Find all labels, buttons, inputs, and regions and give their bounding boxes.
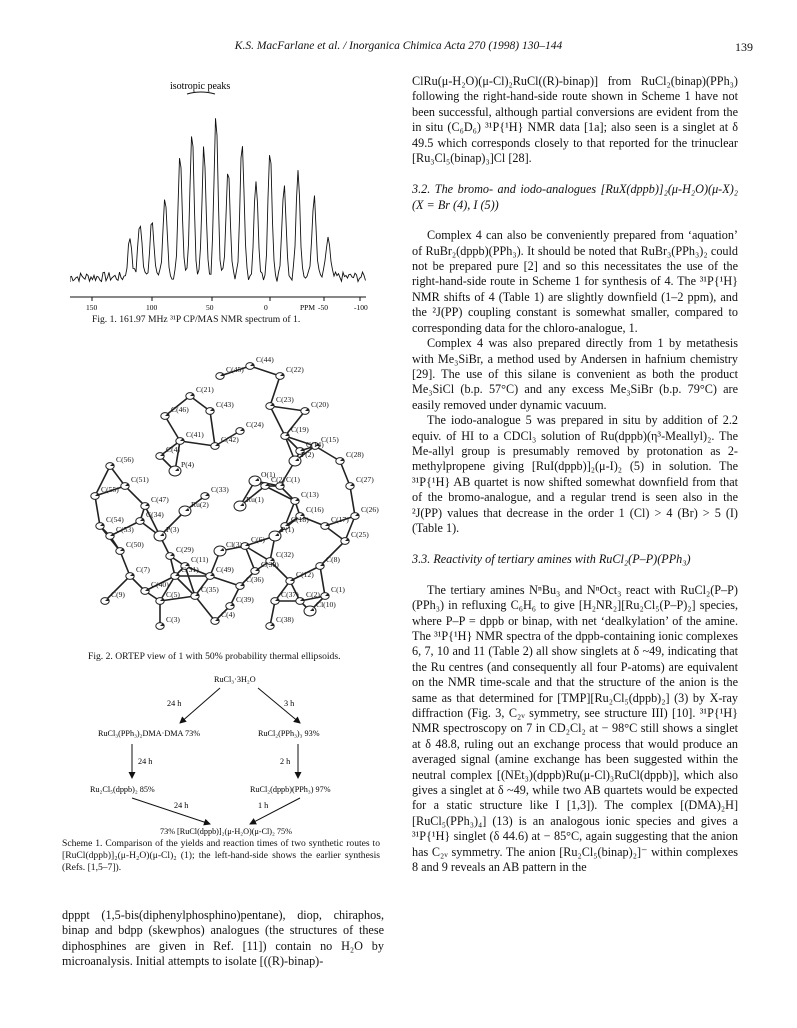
scheme-arrow-left-3 [132,798,210,824]
ortep-atom-label: P(1) [281,525,295,534]
ortep-bond [350,486,355,516]
scheme-final-product: 73% [RuCl(dppb)]₂(μ-H₂O)(μ-Cl)₂ 75% [160,827,292,836]
ortep-atom-label: C(22) [286,365,304,374]
ppm-unit-label: PPM [300,303,316,312]
page-number: 139 [735,40,753,54]
ortep-atom-label: C(13) [301,490,319,499]
scheme-1 [70,668,390,838]
scheme-right-product-2: RuCl₂(dppb)(PPh₃) 97% [250,785,331,794]
ortep-atom-label: C(47) [151,495,169,504]
ortep-atom-label: C(42) [221,435,239,444]
fig2-caption: Fig. 2. ORTEP view of 1 with 50% probability thermal ellipsoids. [88,651,341,662]
ortep-atom-label: C(20) [311,400,329,409]
ppm-tick-label: 150 [86,303,98,312]
ortep-bond [320,566,325,596]
ortep-bond [120,551,130,576]
ppm-tick-label: 50 [206,303,214,312]
ortep-atom-label: C(56) [116,455,134,464]
ortep-bond [340,461,350,486]
scheme-right-product-1: RuCl₂(PPh₃)₃ 93% [258,729,320,738]
ortep-bond [250,366,280,376]
ortep-atom-label: C(40) [151,580,169,589]
isotropic-bracket [187,92,215,94]
ortep-bond [270,406,285,436]
ortep-bond [210,411,215,446]
scheme-time-right-3: 1 h [258,801,269,810]
ppm-tick-label: -100 [354,303,368,312]
ortep-atom-label: C(11) [191,555,209,564]
ortep-atom-label: C(24) [246,420,264,429]
left-column-text [62,908,384,970]
running-title: K.S. MacFarlane et al. / Inorganica Chimica Acta 270 (1998) 130–144 [234,40,563,52]
ortep-atom-label: C(31) [181,565,199,574]
ortep-atom-label: P(2) [301,450,315,459]
ortep-atom-label: C(6) [251,535,265,544]
ortep-bond [270,406,305,411]
scheme-time-left-3: 24 h [174,801,189,810]
ppm-axis-ticks [86,297,368,312]
ortep-atom-label: C(15) [321,435,339,444]
scheme-time-right-1: 3 h [284,699,295,708]
ortep-bond [180,441,215,446]
ortep-atom-label: C(50) [126,540,144,549]
ortep-atom-label: C(2) [271,475,285,484]
scheme-left-product-1: RuCl₃(PPh₃)₂DMA·DMA 73% [98,729,201,738]
ortep-atom-label: C(49) [216,565,234,574]
ortep-atom-label: C(44) [256,355,274,364]
left-paragraph: dpppt (1,5-bis(diphenylphosphino)pentane), diop, chiraphos, binap and bdpp (skewphos) analogues (the structures of these diphosphines are given in Ref. [11]) contain no H₂O by microanalysis. Initial attempts to isolate [((R)-binap)- [62,908,384,969]
ortep-atom-label: C(34) [146,510,164,519]
section-3-3-heading: 3.3. Reactivity of tertiary amines with RuCl₂(P–P)(PPh₃) [412,552,691,567]
ppm-tick-label: 100 [146,303,158,312]
scheme-1-diagram [70,668,390,838]
figure-2 [70,336,380,636]
ortep-atom-label: C(36) [246,575,264,584]
ortep-atom-label: C(43) [216,400,234,409]
ortep-atom-label: C(12) [296,570,314,579]
ortep-atom-label: C(18) [291,515,309,524]
ortep-atom-label: C(33) [211,485,229,494]
ortep-atom-label: Cl(10) [316,600,336,609]
scheme1-caption: Scheme 1. Comparison of the yields and reaction times of two synthetic routes to [RuCl(dppb)]₂(μ-H₂O)(μ-Cl)₂ (1); the left-hand-side shows the earlier synthesis (Refs. [1,5–7]). [62,838,380,873]
paragraph-2: Complex 4 can also be conveniently prepared from ‘aquation’ of RuBr₂(dppb)(PPh₃). It should be noted that RuBr₃(PPh₃)₂ could not be prepared pure [2] and so this necessitates the use of the right-hand-side route in Scheme 1 for synthesis of 4. The ³¹P{¹H} NMR shifts of 4 (Table 1) are slightly downfield (1–2 ppm), and the ²J(PP) coupling constant is somewhat smaller, compared to corresponding data for the chloro-analogue, 1. [412,228,738,335]
scheme-time-right-2: 2 h [280,757,291,766]
paragraph-1: ClRu(μ-H₂O)(μ-Cl)₂RuCl((R)-binap)] from RuCl₂(binap)(PPh₃) following the right-hand-side route shown in Scheme 1 have not been successful, although partial conversions are evident from the in situ (C₆D₆) ³¹P{¹H} NMR data [1a]; also seen is a singlet at δ 49.5 which corresponds closely to that reported for the trinuclear [Ru₃Cl₅(binap)₃]Cl [28]. [412,74,738,166]
right-column [412,74,738,876]
paragraph-3: Complex 4 was also prepared directly from 1 by metathesis with Me₃SiBr, a method used by Andersen in hafnium chemistry [29]. The use of this silane is convenient as both the product Me₃SiCl (b.p. 57°C) and any excess Me₃SiBr (b.p. 79°C) are easily removed under dynamic vacuum. [412,336,738,412]
fig1-caption: Fig. 1. 161.97 MHz ³¹P CP/MAS NMR spectrum of 1. [92,314,301,325]
scheme-time-left-2: 24 h [138,757,153,766]
ortep-atom-label: C(1) [331,585,345,594]
ortep-atom-label: C(25) [351,530,369,539]
ortep-atom-label: C(19) [291,425,309,434]
scheme-start-compound: RuCl₃·3H₂O [214,675,256,684]
ortep-atom-label: P(4) [181,460,195,469]
ortep-atom-label: C(32) [276,550,294,559]
ortep-atom-label: C(8) [326,555,340,564]
ortep-bond [95,496,100,526]
ortep-atom-label: Ru(1) [246,495,264,504]
ortep-atom-label: C(4) [166,445,180,454]
ortep-atom-label: C(55) [101,485,119,494]
ortep-atom-label: C(41) [186,430,204,439]
ortep-atom-label: C(28) [346,450,364,459]
section-3-2-heading: 3.2. The bromo- and iodo-analogues [RuX(dppb)]₂(μ-H₂O)(μ-X)₂ (X = Br (4), I (5)) [412,182,738,212]
ortep-atom-label: C(14) [306,440,324,449]
nmr-spectrum-plot [70,72,370,322]
scheme-time-left-1: 24 h [167,699,182,708]
ortep-atom-label: C(26) [361,505,379,514]
ortep-atom-label: C(16) [306,505,324,514]
ortep-atom-label: C(2) [306,590,320,599]
ortep-atom-label: C(4) [221,610,235,619]
ortep-atom-label: C(38) [276,615,294,624]
ortep-atom-label: C(35) [201,585,219,594]
paragraph-4: The iodo-analogue 5 was prepared in situ by addition of 2.2 equiv. of HI to a CDCl₃ solution of Ru(dppb)(η³-Meallyl)₂. The Me-allyl group is presumably removed by protonation as 2-methylpropene giving [RuI(dppb)]₂(μ-I)₂ (5) in solution. The ³¹P{¹H} AB quartet is now shifted somewhat downfield from that of the bromo-analogue, and a regular trend is seen also in the ²J(PP) values that decrease in the order 1 (Cl) > 4 (Br) > 5 (I) (Table 1). [412,413,738,535]
ortep-atom-label: C(45) [226,365,244,374]
ortep-atom-label: C(9) [111,590,125,599]
ortep-atom-label: C(53) [116,525,134,534]
ortep-atom-label: C(23) [276,395,294,404]
ortep-atom-label: C(5) [166,590,180,599]
figure-1 [70,72,370,322]
ortep-atom-label: Ru(2) [191,500,209,509]
ppm-tick-label: -50 [318,303,328,312]
ortep-bond [195,596,215,621]
paragraph-5: The tertiary amines NⁿBu₃ and NⁿOct₃ react with RuCl₂(P–P)(PPh₃) in refluxing C₆H₆ to give [H₂NR₂][Ru₂Cl₅(P–P)₂] species, where P–P = dppb or binap, with net ‘dealkylation’ of the amine. The ³¹P{¹H} NMR spectra of the dppb-containing ionic complexes 6, 7, 10 and 11 (Table 2) all show singlets at δ ~49, indicating that the Ru centres (and consequently all four P-atoms) are equivalent on the NMR time-scale and that the structure of the anion is the same as that determined for [TMP][Ru₂Cl₅(dppb)₂] (3) by X-ray diffraction (Fig. 3, C₂ᵥ symmetry, see structure III) [10]. ³¹P{¹H} NMR spectroscopy on 7 in CD₂Cl₂ at − 98°C still shows a singlet at δ 48.8, ruling out an exchange process that would produce an averaged signal (amine exchange has been suggested within the neutral complex [(NEt₃)(dppb)Ru(μ-Cl)₃RuCl(dppb)], which also gives a singlet at δ ~49, while two AB quartets would be expected for a static structure like I [1,3]). The complex [(DMA)₂H][RuCl₅(PPh₃)₄] (13) is an analogous ionic species and gives a ³¹P{¹H} singlet (δ 44.6) at − 85°C, again suggesting that the anion has C₂ᵥ symmetry. The anion [Ru₂Cl₅(binap)₂]⁻ within complexes 8 and 9 reveals an AB pattern in the [412,582,738,875]
ortep-atom-label: P(3) [166,525,180,534]
ortep-atom-label: C(39) [236,595,254,604]
ortep-atom-label: C(46) [171,405,189,414]
ortep-atom-label: C(17) [331,515,349,524]
ortep-atom-label: C(30) [261,560,279,569]
ortep-atom-label: C(1) [286,475,300,484]
ortep-atom-label: C(54) [106,515,124,524]
scheme-left-product-2: Ru₂Cl₅(dppb)₂ 85% [90,785,155,794]
scheme-arrow-left-1 [180,688,220,723]
ortep-atom-label: C(21) [196,385,214,394]
ortep-bond [165,416,180,441]
ortep-atom-label: O(1) [261,470,276,479]
isotropic-peaks-label: isotropic peaks [170,81,231,92]
ortep-atom-label: C(27) [356,475,374,484]
running-header [0,40,797,60]
ortep-atom-label: C(7) [136,565,150,574]
ortep-atom-label: C(29) [176,545,194,554]
ortep-atom-label: C(51) [131,475,149,484]
ortep-atom-label: C(37) [281,590,299,599]
ortep-atom-label: Cl(3) [226,540,243,549]
ppm-tick-label: 0 [264,303,268,312]
ortep-diagram [70,336,380,636]
ortep-atom-label: C(3) [166,615,180,624]
spectrum-trace [70,118,366,282]
